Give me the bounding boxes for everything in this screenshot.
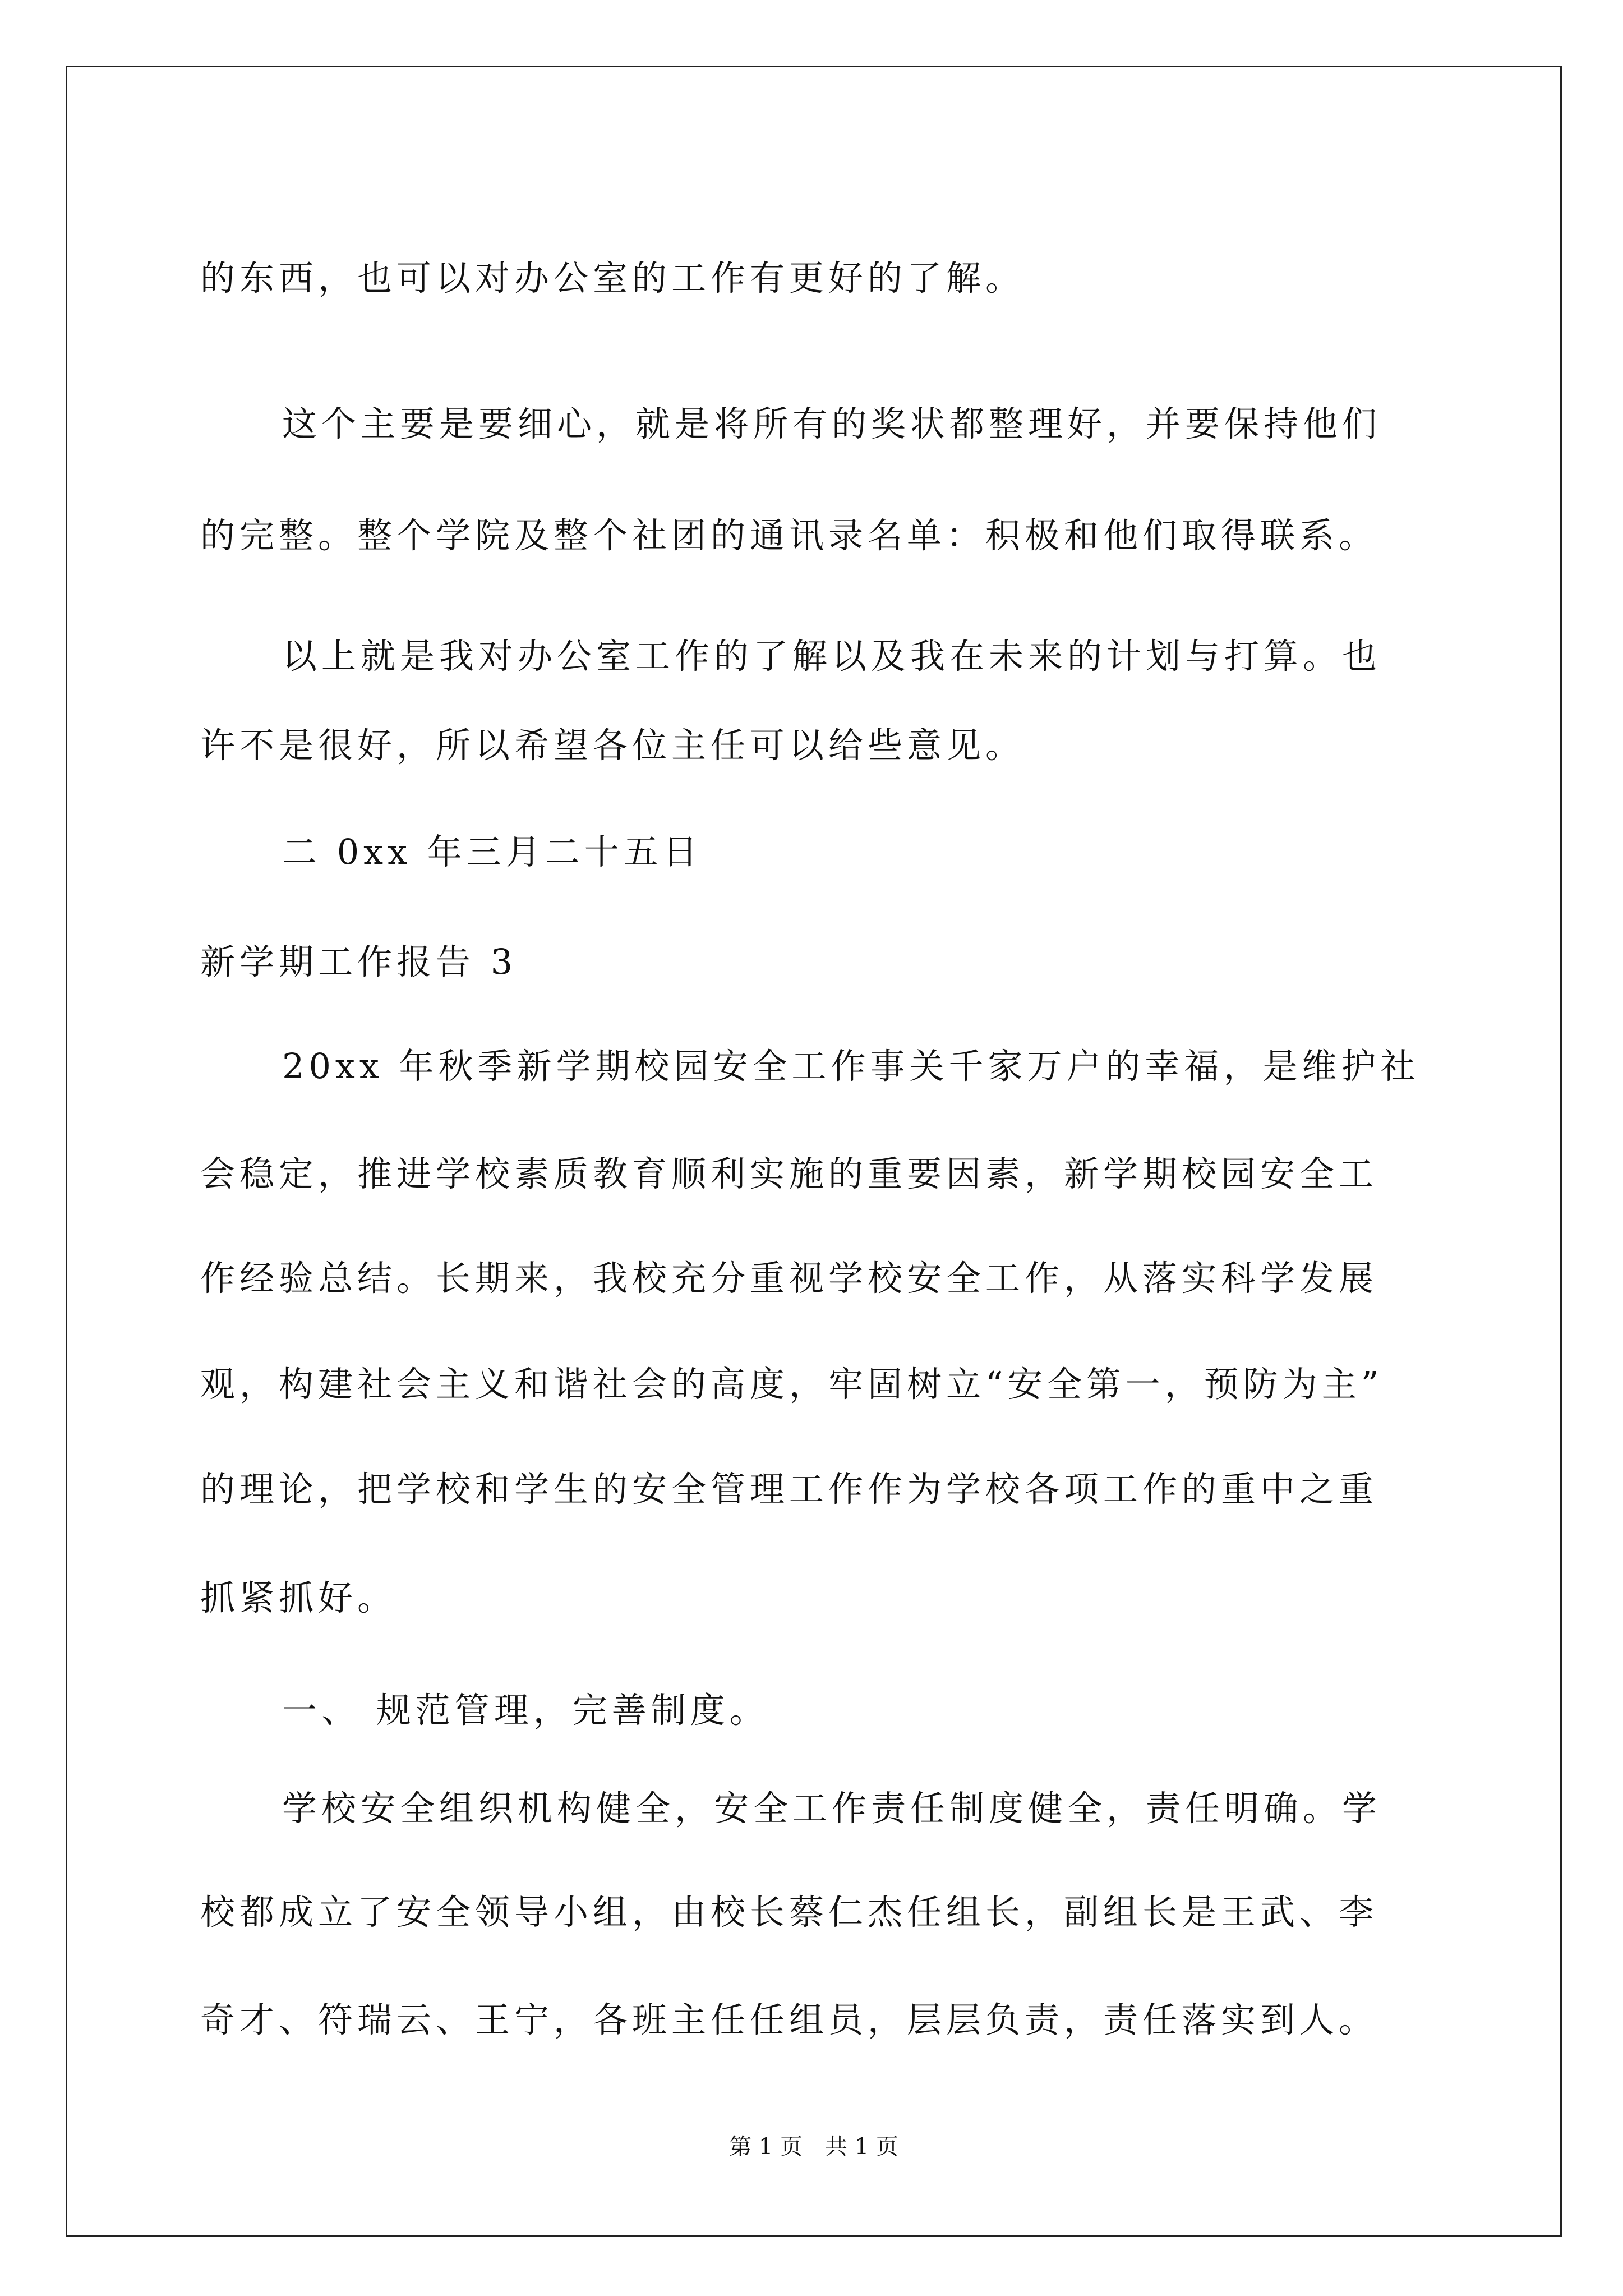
text-line-11: 观，构建社会主义和谐社会的高度，牢固树立“安全第一，预防为主”	[200, 1364, 1384, 1405]
text-line-4: 以上就是我对办公室工作的了解以及我在未来的计划与打算。也	[282, 636, 1382, 677]
text-line-10: 作经验总结。长期来，我校充分重视学校安全工作，从落实科学发展	[200, 1258, 1378, 1299]
text-line-13: 抓紧抓好。	[200, 1577, 397, 1618]
page-number: 第 1 页 共 1 页	[729, 2134, 898, 2160]
text-line-16: 校都成立了安全领导小组，由校长蔡仁杰任组长，副组长是王武、李	[200, 1892, 1378, 1932]
text-line-17: 奇才、符瑞云、王宁，各班主任任组员，层层负责，责任落实到人。	[200, 1999, 1378, 2040]
text-line-8: 20xx 年秋季新学期校园安全工作事关千家万户的幸福，是维护社	[282, 1046, 1420, 1087]
text-line-1: 的东西，也可以对办公室的工作有更好的了解。	[200, 257, 1025, 298]
text-line-2: 这个主要是要细心，就是将所有的奖状都整理好，并要保持他们	[282, 403, 1382, 444]
text-line-5: 许不是很好，所以希望各位主任可以给些意见。	[200, 725, 1025, 766]
text-line-12: 的理论，把学校和学生的安全管理工作作为学校各项工作的重中之重	[200, 1469, 1378, 1510]
date-line: 二 0xx 年三月二十五日	[282, 831, 702, 872]
text-line-3: 的完整。整个学院及整个社团的通讯录名单：积极和他们取得联系。	[200, 515, 1378, 556]
text-line-9: 会稳定，推进学校素质教育顺利实施的重要因素，新学期校园安全工	[200, 1153, 1378, 1194]
text-line-15: 学校安全组织机构健全，安全工作责任制度健全，责任明确。学	[282, 1788, 1382, 1829]
page-border	[66, 66, 1562, 2237]
subsection-heading: 一、 规范管理，完善制度。	[282, 1690, 769, 1731]
section-heading: 新学期工作报告 3	[200, 941, 518, 982]
